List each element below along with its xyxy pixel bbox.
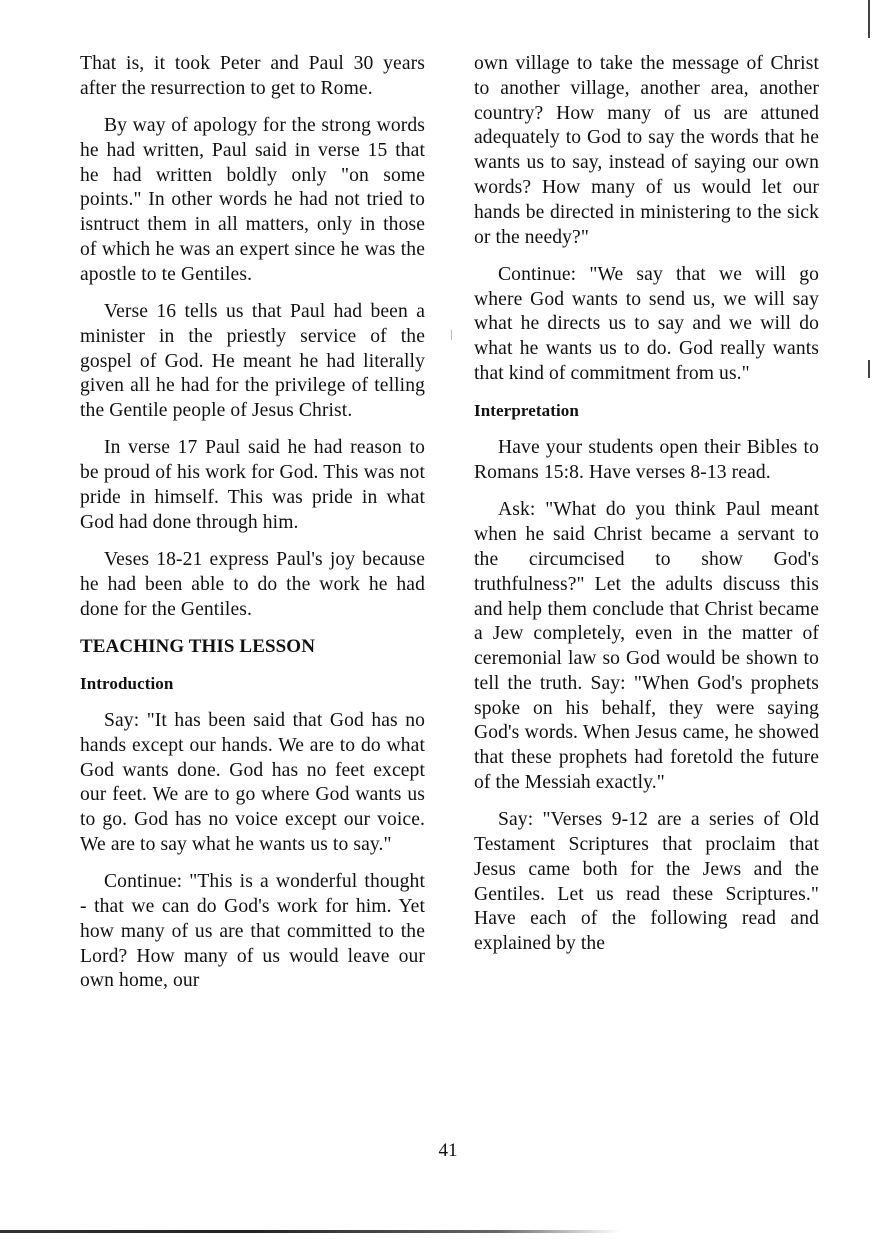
left-column — [80, 52, 425, 1007]
subheading-introduction: Introduction — [80, 673, 174, 693]
paragraph: Have your students open their Bibles to Romans 15:8. Have verses 8-13 read. — [474, 437, 819, 484]
paragraph: That is, it took Peter and Paul 30 years after the resurrection to get to Rome. — [80, 53, 425, 99]
page-number: 41 — [438, 1140, 458, 1161]
paragraph: Veses 18-21 express Paul's joy because he had been able to do the work he had done for the Gentiles. — [80, 548, 425, 620]
scan-edge-bottom — [0, 1230, 620, 1233]
scan-mark — [451, 330, 452, 340]
section-heading-teaching: TEACHING THIS LESSON — [80, 635, 316, 657]
right-column — [474, 52, 819, 969]
scan-edge-right — [868, 360, 870, 378]
paragraph: Continue: "We say that we will go where God wants to send us, we will say what he directs us to say and we will do what he wants us to do. God really wants that kind of commitment from us." — [474, 263, 819, 384]
paragraph: Ask: "What do you think Paul meant when he said Christ became a servant to the circumcised to show God's truthfulness?" Let the adults discuss this and help them conclude that Christ became a Jew completely, even in the matter of ceremonial law so God would be shown to tell the truth. Say: "When God's prophets spoke on his behalf, they were saying God's words. When Jesus came, he showed that these prophets had foretold the future of the Messiah exactly." — [474, 499, 819, 794]
scan-edge-right — [868, 0, 870, 38]
paragraph: Say: "It has been said that God has no hands except our hands. We are to do what God wants done. God has no feet except our feet. We are to go where God wants us to go. God has no voice except our voice. We are to say what he wants us to say." — [80, 710, 425, 856]
paragraph: Continue: "This is a wonderful thought - that we can do God's work for him. Yet how many of us are that committed to the Lord? How many of us would leave our own home, our — [80, 871, 425, 992]
subheading-interpretation: Interpretation — [474, 401, 579, 421]
paragraph: own village to take the message of Christ to another village, another area, another country? How many of us are attuned adequately to God to say the words that he wants us to say, instead of saying our own words? How many of us would let our hands be directed in ministering to the sick or the needy?" — [474, 53, 819, 248]
paragraph: Verse 16 tells us that Paul had been a minister in the priestly service of the gospel of God. He meant he had literally given all he had for the privilege of telling the Gentile people of Jesus Christ. — [80, 300, 425, 422]
paragraph: By way of apology for the strong words he had written, Paul said in verse 15 that he had written boldly only "on some points." In other words he had not tried to isntruct them in all matters, only in those of which he was an expert since he was the apostle to te Gentiles. — [80, 114, 425, 285]
paragraph: Say: "Verses 9-12 are a series of Old Testament Scriptures that proclaim that Jesus came both for the Jews and the Gentiles. Let us read these Scriptures." Have each of the following read and explained by the — [474, 809, 819, 955]
paragraph: In verse 17 Paul said he had reason to be proud of his work for God. This was not pride in himself. This was pride in what God had done through him. — [80, 437, 425, 533]
